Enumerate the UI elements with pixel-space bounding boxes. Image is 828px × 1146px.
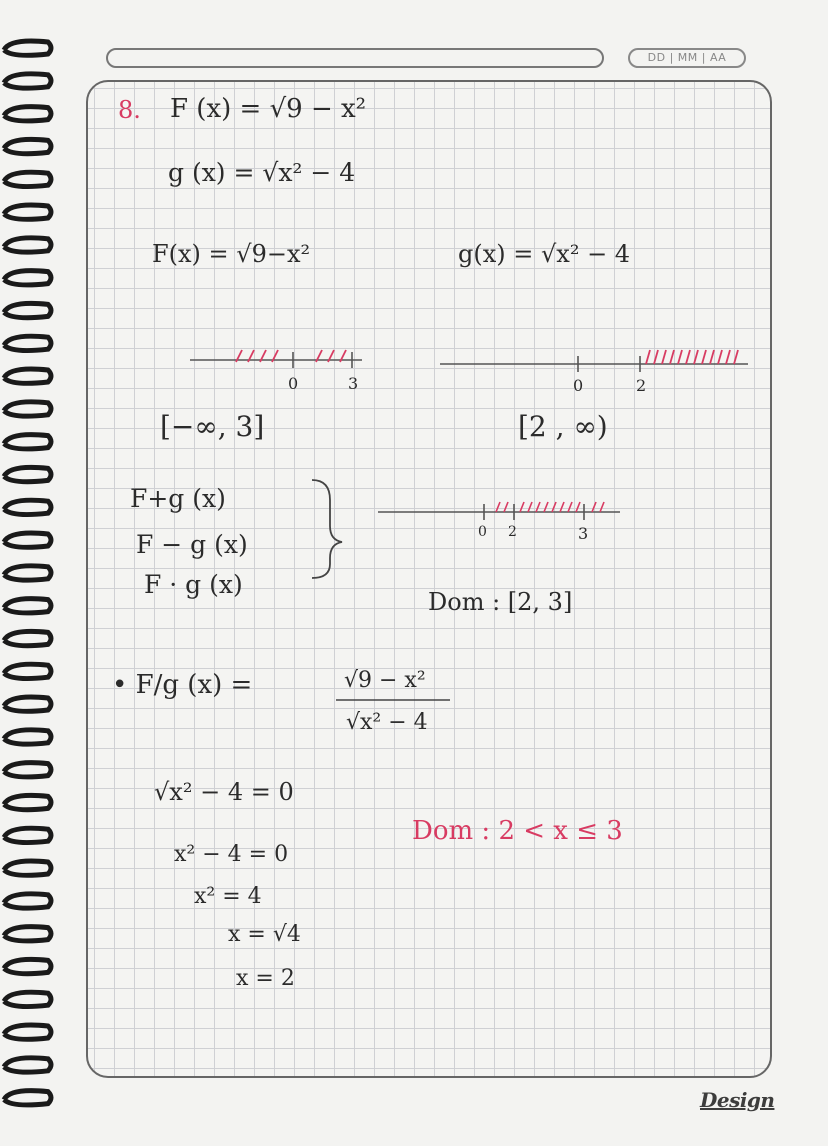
dom-intersection: Dom : [2, 3] (428, 588, 573, 616)
g-tick-0: 0 (573, 376, 584, 395)
brace (312, 480, 342, 578)
g-shading (646, 350, 738, 364)
op-sum: F+g (x) (130, 484, 226, 513)
op-product: F · g (x) (144, 570, 243, 599)
combined-tick-2: 2 (508, 524, 517, 540)
final-domain: Dom : 2 < x ≤ 3 (412, 816, 623, 846)
combined-tick-3: 3 (578, 524, 589, 543)
g-tick-2: 2 (636, 376, 647, 395)
f-tick-0: 0 (288, 374, 299, 393)
f-definition-repeat: F(x) = √9−x² (152, 240, 311, 268)
quotient-denominator: √x² − 4 (346, 710, 428, 735)
f-tick-3: 3 (348, 374, 359, 393)
combined-shading (496, 502, 604, 512)
date-field: DD | MM | AA (628, 48, 746, 68)
g-domain: [2 , ∞) (518, 410, 608, 443)
step-2: x² − 4 = 0 (174, 842, 289, 867)
g-definition-repeat: g(x) = √x² − 4 (458, 240, 631, 268)
f-domain: [−∞, 3] (160, 410, 265, 443)
f-definition: F (x) = √9 − x² (170, 94, 367, 124)
op-difference: F − g (x) (136, 530, 248, 559)
brand-logo: Design (700, 1088, 775, 1112)
step-3: x² = 4 (194, 884, 262, 909)
quotient-numerator: √9 − x² (344, 668, 426, 693)
combined-tick-0: 0 (478, 524, 487, 540)
problem-number: 8. (118, 96, 141, 124)
step-1: √x² − 4 = 0 (154, 778, 294, 806)
g-number-line (440, 356, 748, 372)
step-5: x = 2 (236, 966, 295, 991)
quotient-label: • F/g (x) = (112, 670, 253, 700)
step-4: x = √4 (228, 922, 301, 947)
g-definition: g (x) = √x² − 4 (168, 158, 356, 187)
